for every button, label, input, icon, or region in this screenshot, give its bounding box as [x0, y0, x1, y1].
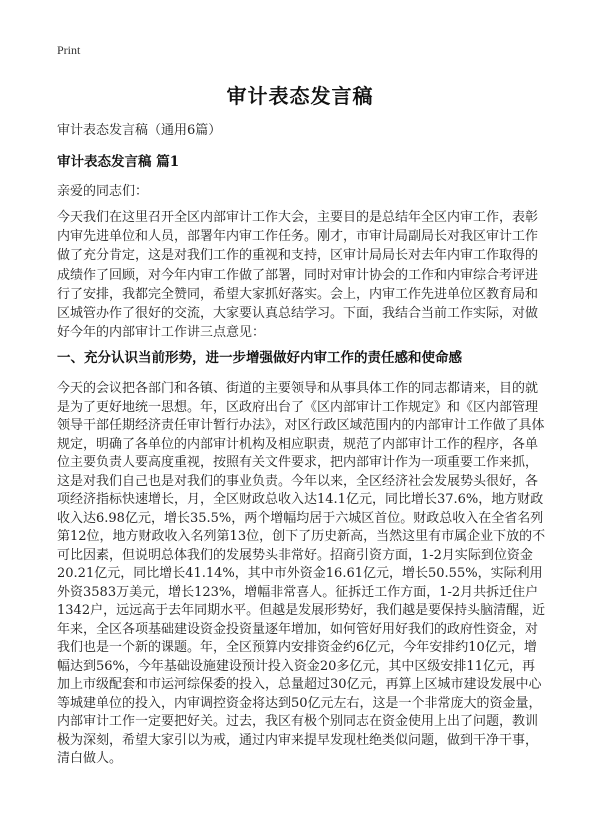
- document-title: 审计表态发言稿: [226, 84, 374, 108]
- greeting: 亲爱的同志们：: [57, 184, 149, 199]
- document-subtitle: 审计表态发言稿（通用6篇）: [57, 123, 222, 138]
- paragraph-body: 今天的会议把各部门和各镇、街道的主要领导和从事具体工作的同志都请来，目的就是为了更好地统一思想。年，区政府出台了《区内部审计工作规定》和《区内部管理领导干部任期经济责任审计暂行办法》，对区行政区域范围内的内部审计工作做了具体规定，明确了各单位的内部审计机构及相应职责，规范了内部审计工作的程序，各单位主要负责人要高度重视，按照有关文件要求，把内部审计作为一项重要工作来抓，这是对我们自己也是对我们的事业负责。今年以来，全区经济社会发展势头很好，各项经济指标快速增长，月，全区财政总收入达14.1亿元，同比增长37.6%，地方财政收入达6.98亿元，增长35.5%，两个增幅均居于六城区首位。财政总收入在全省名列第12位，地方财政收入名列第13位，创下了历史新高，当然这里有市属企业下放的不可比因素，但说明总体我们的发展势头非常好。招商引资方面，1-2月实际到位资金20.21亿元，同比增长41.14%，其中市外资金16.61亿元，增长50.55%，实际利用外资3583万美元，增长123%，增幅非常喜人。征拆迁工作方面，1-2月共拆迁住户1342户，远远高于去年同期水平。但越是发展形势好，我们越是要保持头脑清醒，近年来，全区各项基础建设资金投资量逐年增加，如何管好用好我们的政府性资金，对我们也是一个新的课题。年，全区预算内安排资金约6亿元，今年安排约10亿元，增幅达到56%，今年基础设施建设预计投入资金20多亿元，其中区级安排11亿元，再加上市级配套和市运河综保委的投入，总量超过30亿元，再算上区城市建设发展中心等城建单位的投入，内审调控资金将达到50亿元左右，这是一个非常庞大的资金量，内部审计工作一定要把好关。过去，我区有极个别同志在资金使用上出了问题，教训极为深刻，希望大家引以为戒，通过内审来提早发现杜绝类似问题，做到干净干事，清白做人。: [57, 381, 546, 766]
- paragraph-intro: 今天我们在这里召开全区内部审计工作大会，主要目的是总结年全区内审工作，表彰内审先进单位和人员，部署年内审工作任务。刚才，市审计局副局长对我区审计工作做了充分肯定，这是对我们工作的重视和支持，区审计局局长对去年内审工作取得的成绩作了回顾，对今年内审工作做了部署，同时对审计协会的工作和内审综合考评进行了安排，我都完全赞同，希望大家抓好落实。会上，内审工作先进单位区教育局和区城管办作了很好的交流，大家要认真总结学习。下面，我结合当前工作实际，对做好今年的内部审计工作讲三点意见：: [57, 210, 539, 341]
- heading-section-one: 一、充分认识当前形势，进一步增强做好内审工作的责任感和使命感: [57, 350, 462, 366]
- section-title: 审计表态发言稿 篇1: [57, 154, 180, 170]
- print-link[interactable]: Print: [57, 43, 81, 57]
